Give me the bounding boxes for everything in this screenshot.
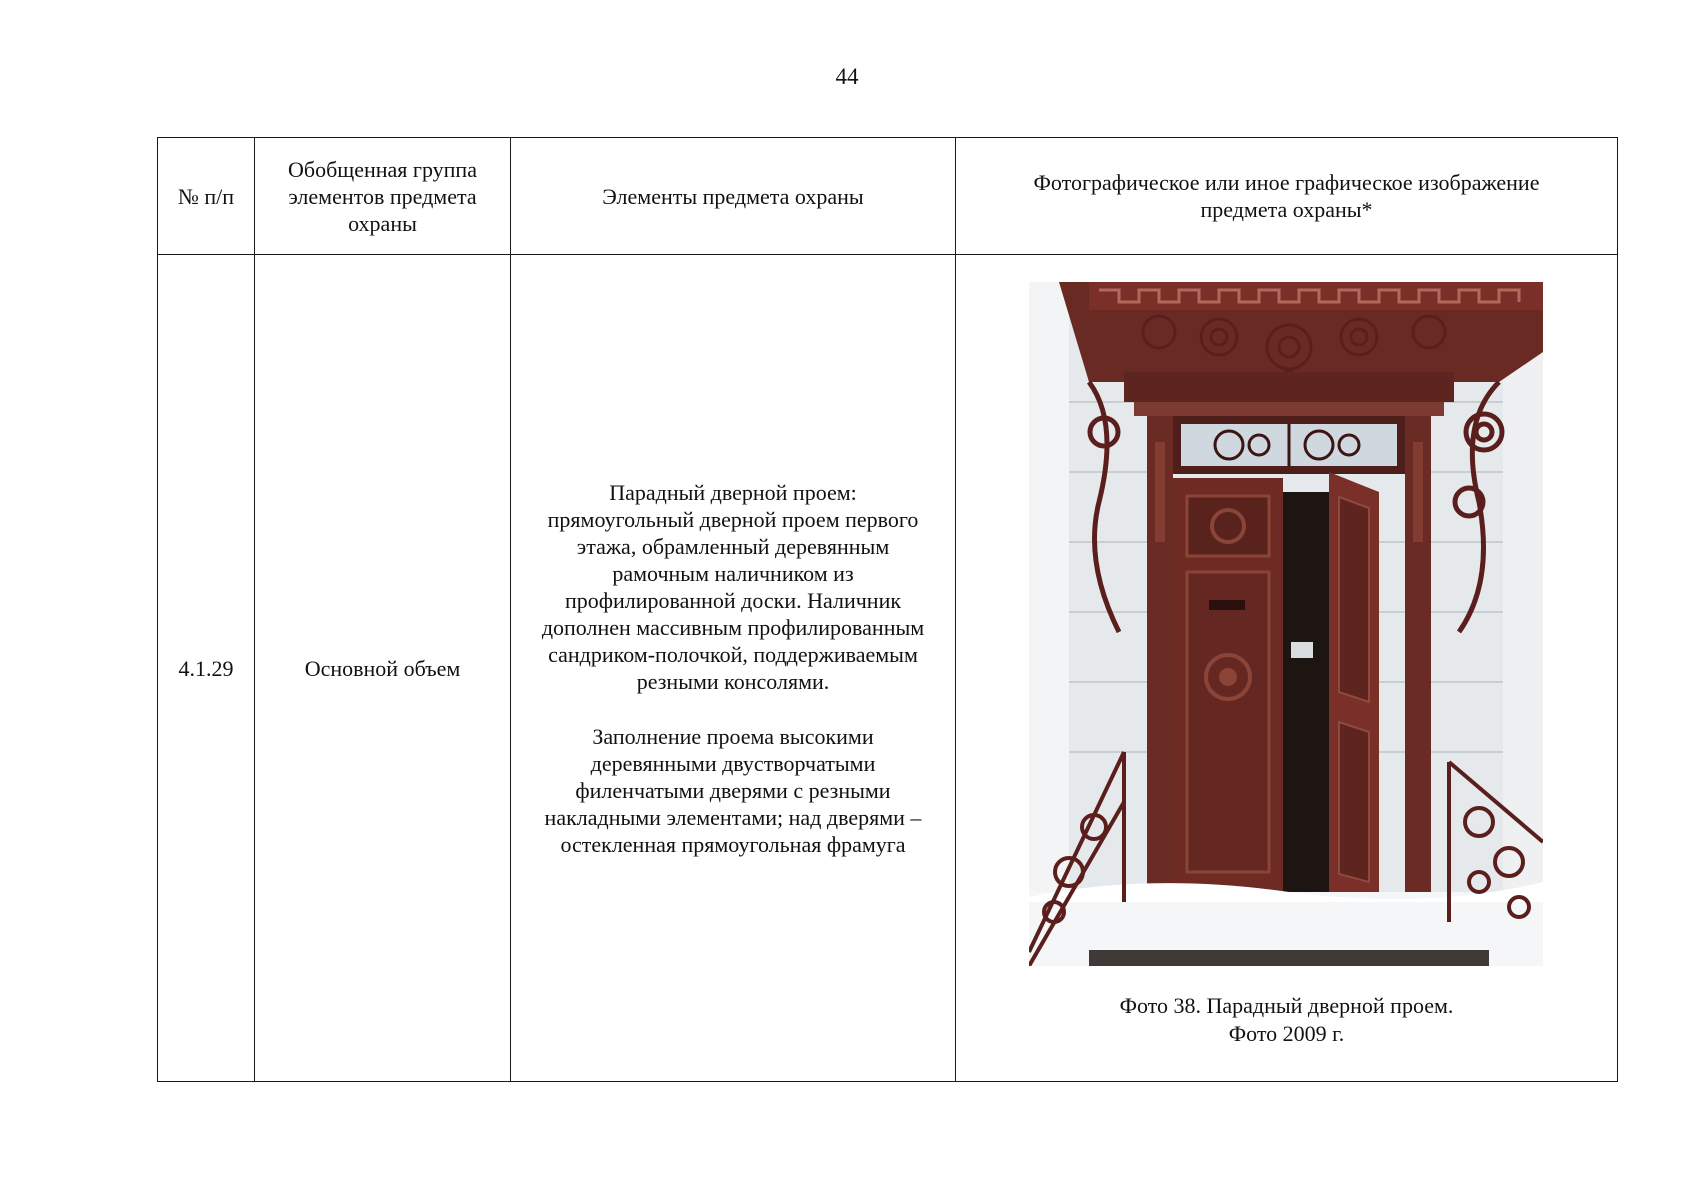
description-paragraph-2: Заполнение проема высокими деревянными двустворчатыми филенчатыми дверями с резными накладными элементами; над дверями – остекленная прямоугольная фрамуга [544,723,922,857]
header-number: № п/п [158,138,255,255]
row-photo-cell [956,255,1618,1082]
row-number: 4.1.29 [158,255,255,1082]
header-elements: Элементы предмета охраны [511,138,956,255]
doorway-photo [1029,282,1543,966]
doorway-photo-illustration [1029,282,1543,966]
photo-caption: Фото 38. Парадный дверной проем. Фото 2009 г. [1119,993,1454,1046]
header-image: Фотографическое или иное графическое изображение предмета охраны* [956,138,1618,255]
row-description [511,255,956,1082]
table-header-row [158,138,1618,255]
row-group: Основной объем [255,255,511,1082]
description-paragraph-1: Парадный дверной проем: прямоугольный дверной проем первого этажа, обрамленный деревянным рамочным наличником из профилированной доски. Наличник дополнен массивным профилированным сандриком-полочкой, поддерживаемым резными консолями. [541,479,925,694]
page-number: 44 [835,64,859,89]
table-row [158,255,1618,1082]
header-group: Обобщенная группа элементов предмета охраны [255,138,511,255]
protection-elements-table [157,137,1618,1082]
